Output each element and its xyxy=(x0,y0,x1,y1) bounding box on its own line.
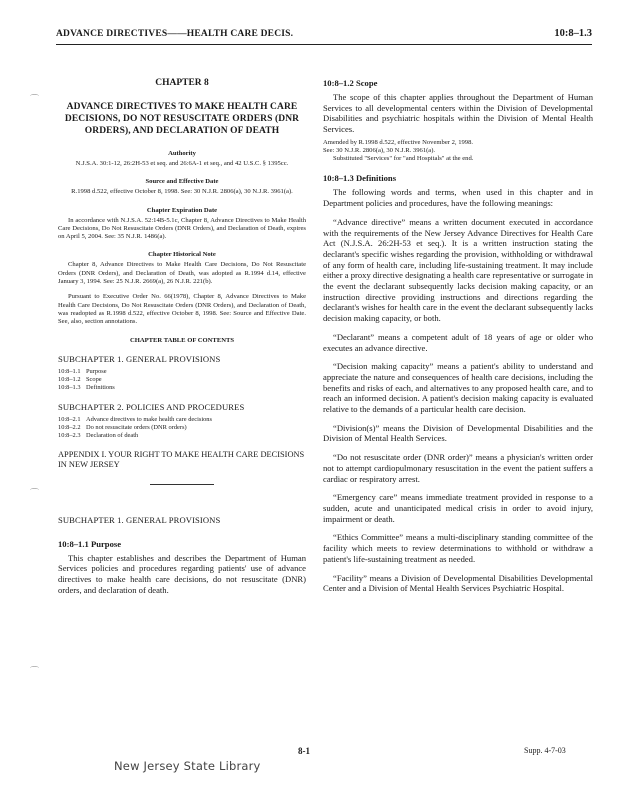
subchapter-title: SUBCHAPTER 1. GENERAL PROVISIONS xyxy=(58,514,221,525)
toc-item: 10:8–2.3 Declaration of death xyxy=(58,431,139,439)
page-number: 8-1 xyxy=(298,746,310,756)
definitions-intro: The following words and terms, when used in this chapter and in Department policies and procedures, have the following meanings: xyxy=(323,187,593,209)
scope-amendment: Amended by R.1998 d.522, effective November 2, 1998. See: 30 N.J.R. 2806(a), 30 N.J.R. 3961(a). Substituted "Services" for "and Hospitals" at the end. xyxy=(323,138,474,163)
history-text-2: Pursuant to Executive Order No. 66(1978), Chapter 8, Advance Directives to Make Health Care Decisions, Do Not Resuscitate Orders (DNR Orders), and Declaration of Death, was readopted as R.1998 d.522, effective October 8, 1998. See: Source and Effective Date. See, also, section annotations. xyxy=(58,293,306,326)
definition-item: “Advance directive” means a written document executed in accordance with the requirements of the New Jersey Advance Directives for Health Care Act (N.J.S.A. 26:2H-53 et seq.). It is a written instruction stating the declarant's specific wishes regarding the provision, withholding or withdrawal of any form of health care, including life-sustaining treatment. It may include either a proxy directive designating a health care representative or surrogate in the event the declarant subsequently lacks decision making capacity, or an instruction directive providing instructions and directions regarding the declarant's wishes for health care in the event the declarant subsequently lacks decision making capacity, or both. xyxy=(323,216,593,324)
definition-item: “Declarant” means a competent adult of 18 years of age or older who executes an advance directive. xyxy=(323,331,593,353)
definition-item: “Ethics Committee” means a multi-disciplinary standing committee of the facility which meets to review determinations to withhold or withdraw a patient's life-sustaining treatment as needed. xyxy=(323,532,593,564)
margin-mark: ⌒ xyxy=(30,666,40,676)
definitions-heading: 10:8–1.3 Definitions xyxy=(323,173,397,184)
toc-item: 10:8–2.2 Do not resuscitate orders (DNR orders) xyxy=(58,423,187,431)
source-text: R.1998 d.522, effective October 8, 1998. See: 30 N.J.R. 2806(a), 30 N.J.R. 3961(a). xyxy=(71,188,293,196)
chapter-number: CHAPTER 8 xyxy=(155,78,209,88)
scope-heading: 10:8–1.2 Scope xyxy=(323,78,378,88)
header-section: 10:8–1.3 xyxy=(554,28,592,39)
authority-heading: Authority xyxy=(168,150,196,157)
purpose-text: This chapter establishes and describes the Department of Human Services policies and procedures regarding patients' use of advance directives to make health care decisions, do not resuscitate (DNR) orders, and declaration of death. xyxy=(58,552,306,595)
toc-subchapter-1: SUBCHAPTER 1. GENERAL PROVISIONS xyxy=(58,353,221,364)
authority-text: N.J.S.A. 30:1-12, 26:2H-53 et seq. and 26:6A-1 et seq., and 42 U.S.C. § 1395cc. xyxy=(75,160,289,167)
purpose-heading: 10:8–1.1 Purpose xyxy=(58,538,122,549)
definition-item: “Facility” means a Division of Developmental Disabilities Developmental Center and a Division of Mental Health Services Psychiatric Hospital. xyxy=(323,572,593,594)
right-column xyxy=(323,78,593,602)
header-title: ADVANCE DIRECTIVES——HEALTH CARE DECIS. xyxy=(56,29,294,39)
toc-item: 10:8–1.1 Purpose xyxy=(58,367,107,375)
margin-mark: ⌒ xyxy=(30,488,40,498)
definition-item: “Do not resuscitate order (DNR order)” means a physician's written order not to attempt cardiopulmonary resuscitation in the event the patient suffers a cardiac or respiratory arrest. xyxy=(323,452,593,484)
toc-appendix: APPENDIX I. YOUR RIGHT TO MAKE HEALTH CARE DECISIONS IN NEW JERSEY xyxy=(58,449,305,469)
source-heading: Source and Effective Date xyxy=(145,178,219,186)
supplement-date: Supp. 4-7-03 xyxy=(524,746,566,755)
toc-item: 10:8–2.1 Advance directives to make health care decisions xyxy=(58,415,212,423)
definition-item: “Decision making capacity” means a patient's ability to understand and appreciate the nature and consequences of health care decisions, including the benefits and risks of each, and alternatives to any proposed health care, and to reach an informed decision. A patient's decision making capacity is evaluated relative to the demands of a particular health care decision. xyxy=(323,361,593,415)
definition-item: “Division(s)” means the Division of Developmental Disabilities and the Division of Mental Health Services. xyxy=(323,422,593,444)
chapter-title: ADVANCE DIRECTIVES TO MAKE HEALTH CARE DECISIONS, DO NOT RESUSCITATE ORDERS (DNR ORDERS), AND DECLARATION OF DEATH xyxy=(64,102,300,136)
history-heading: Chapter Historical Note xyxy=(148,251,216,259)
toc-item: 10:8–1.3 Definitions xyxy=(58,383,115,391)
expiration-heading: Chapter Expiration Date xyxy=(146,206,218,214)
running-header xyxy=(56,26,592,45)
left-column xyxy=(58,78,306,595)
library-stamp: New Jersey State Library xyxy=(114,759,261,773)
expiration-text: In accordance with N.J.S.A. 52:14B-5.1c, Chapter 8, Advance Directives to Make Health Care Decisions, Do Not Resuscitate Orders (DNR Orders), and Declaration of Death, expires on April 5, 2004. See: 35 N.J.R. 1486(a). xyxy=(58,216,306,241)
definition-item: “Emergency care” means immediate treatment provided in response to a sudden, acute and unanticipated medical crisis in order to avoid injury, impairment or death. xyxy=(323,492,593,524)
toc-item: 10:8–1.2 Scope xyxy=(58,375,102,383)
margin-mark: ⌒ xyxy=(30,94,40,104)
scope-text: The scope of this chapter applies throughout the Department of Human Services to all developmental centers within the Division of Developmental Disabilities and psychiatric hospitals within the Division of Mental Health Services. xyxy=(323,92,593,135)
toc-subchapter-2: SUBCHAPTER 2. POLICIES AND PROCEDURES xyxy=(58,401,245,412)
toc-heading: CHAPTER TABLE OF CONTENTS xyxy=(129,336,235,344)
history-text-1: Chapter 8, Advance Directives to Make Health Care Decisions, Do Not Resuscitate Orders (DNR Orders), and Declaration of Death, was adopted as R.1994 d.14, effective January 3, 1994. See: 25 N.J.R. 2669(a), 26 N.J.R. 221(b). xyxy=(58,261,306,286)
